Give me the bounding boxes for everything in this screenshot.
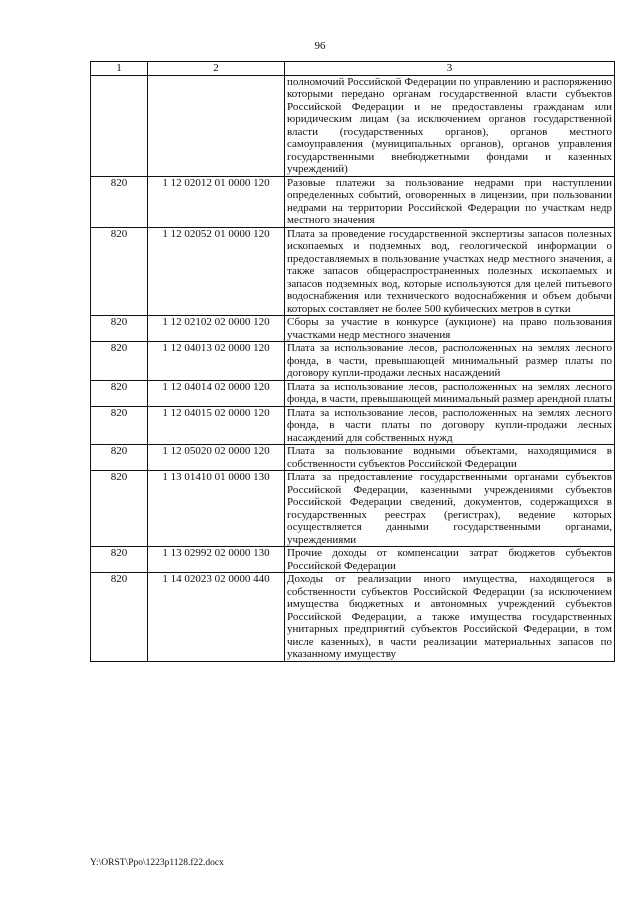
admin-code-cell: 820 [91,380,148,406]
page-number: 96 [314,40,326,52]
column-header-1: 1 [91,62,148,76]
column-header-2: 2 [148,62,285,76]
admin-code-cell: 820 [91,227,148,316]
budget-code-cell: 1 13 01410 01 0000 130 [148,471,285,547]
table-row [91,227,615,316]
table-row [91,573,615,662]
admin-code-cell: 820 [91,176,148,227]
column-header-3: 3 [285,62,615,76]
budget-code-cell: 1 12 05020 02 0000 120 [148,445,285,471]
description-cell: Плата за использование лесов, расположенных на землях лесного фонда, в части, превышающей минимальный размер платы по договору купли-продажи лесных насаждений [285,342,615,381]
budget-code-cell: 1 12 04013 02 0000 120 [148,342,285,381]
description-cell: Прочие доходы от компенсации затрат бюджетов субъектов Российской Федерации [285,547,615,573]
budget-code-cell [148,75,285,176]
admin-code-cell: 820 [91,342,148,381]
budget-code-cell: 1 12 04014 02 0000 120 [148,380,285,406]
table-row [91,471,615,547]
budget-code-cell: 1 12 02012 01 0000 120 [148,176,285,227]
budget-code-cell: 1 14 02023 02 0000 440 [148,573,285,662]
table-row [91,342,615,381]
description-cell: Разовые платежи за пользование недрами при наступлении определенных событий, оговоренных в лицензии, при пользовании недрами на территории Российской Федерации по участкам недр местного значения [285,176,615,227]
budget-code-cell: 1 12 02102 02 0000 120 [148,316,285,342]
description-cell: Плата за проведение государственной экспертизы запасов полезных ископаемых и подземных вод, геологической информации о предоставляемых в пользование участках недр местного значения, а также запасов общераспространенных полезных ископаемых и запасов подземных вод, которые используются для целей питьевого водоснабжения или технического водоснабжения и объем добычи которых составляет не более 500 кубических метров в сутки [285,227,615,316]
revenue-code-table [90,61,615,662]
table-row [91,547,615,573]
admin-code-cell: 820 [91,573,148,662]
footer-file-path: Y:\ORST\Ppo\1223p1128.f22.docx [90,858,224,868]
description-cell: полномочий Российской Федерации по управлению и распоряжению которыми передано органам государственной власти субъектов Российской Федерации и не предоставлены гражданам или юридическим лицам (за исключением органов государственной власти (государственных органов), органов местного самоуправления (муниципальных органов), органов управления государственными внебюджетными фондами и казенных учреждений) [285,75,615,176]
admin-code-cell: 820 [91,406,148,445]
description-cell: Плата за предоставление государственными органами субъектов Российской Федерации, казенными учреждениями субъектов Российской Федерации сведений, документов, содержащихся в государственных реестрах (регистрах), ведение которых осуществляется данными государственными органами, учреждениями [285,471,615,547]
description-cell: Доходы от реализации иного имущества, находящегося в собственности субъектов Российской Федерации (за исключением имущества бюджетных и автономных учреждений субъектов Российской Федерации, а также имущества государственных унитарных предприятий субъектов Российской Федерации, в том числе казенных), в части реализации материальных запасов по указанному имуществу [285,573,615,662]
budget-code-cell: 1 12 04015 02 0000 120 [148,406,285,445]
description-cell: Сборы за участие в конкурсе (аукционе) на право пользования участками недр местного значения [285,316,615,342]
admin-code-cell: 820 [91,445,148,471]
table-row [91,445,615,471]
description-cell: Плата за использование лесов, расположенных на землях лесного фонда, в части платы по договору купли-продажи лесных насаждений для собственных нужд [285,406,615,445]
admin-code-cell [91,75,148,176]
budget-code-cell: 1 12 02052 01 0000 120 [148,227,285,316]
budget-code-cell: 1 13 02992 02 0000 130 [148,547,285,573]
table-row [91,406,615,445]
admin-code-cell: 820 [91,316,148,342]
table-row [91,176,615,227]
description-cell: Плата за пользование водными объектами, находящимися в собственности субъектов Российской Федерации [285,445,615,471]
admin-code-cell: 820 [91,471,148,547]
description-cell: Плата за использование лесов, расположенных на землях лесного фонда, в части, превышающей минимальный размер арендной платы [285,380,615,406]
table-row [91,75,615,176]
header-row [91,62,615,76]
admin-code-cell: 820 [91,547,148,573]
table-row [91,316,615,342]
table-row [91,380,615,406]
